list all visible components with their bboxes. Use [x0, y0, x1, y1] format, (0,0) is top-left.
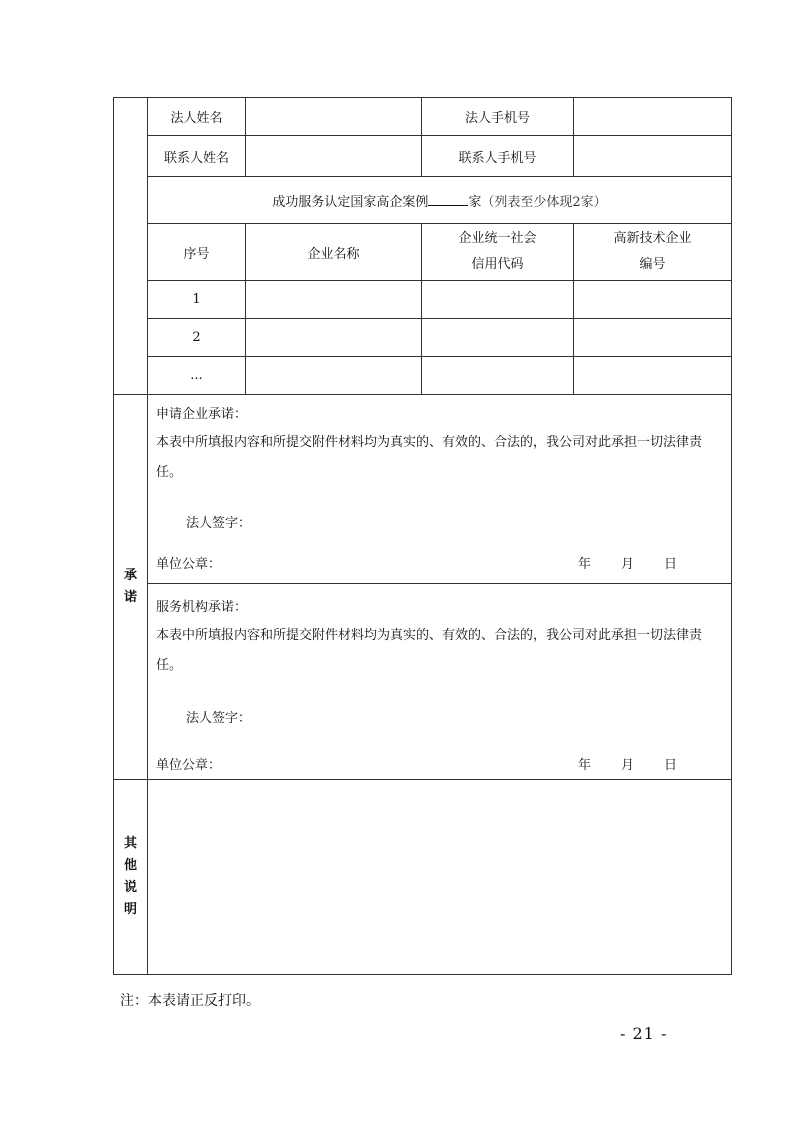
credit-code-cell[interactable] [422, 281, 574, 319]
header-credit-code-line1: 企业统一社会 [458, 231, 537, 246]
enterprise-legal-signature[interactable]: 法人签字： [186, 516, 252, 531]
enterprise-promise-text: 本表中所填报内容和所提交附件材料均为真实的、有效的、合法的，我公司对此承担一切法律责任。 [156, 435, 703, 480]
agency-legal-signature[interactable]: 法人签字： [186, 711, 252, 726]
cases-title-cell [148, 177, 732, 224]
other-label-char: 其 [123, 836, 137, 851]
contact-name-label: 联系人姓名 [148, 136, 246, 177]
agency-promise-title: 服务机构承诺： [156, 600, 248, 615]
application-form-table [113, 97, 732, 975]
other-label-char: 明 [123, 902, 137, 917]
page-number: - 21 - [620, 1024, 668, 1043]
cert-number-cell[interactable] [574, 281, 732, 319]
company-name-cell[interactable] [246, 357, 422, 395]
header-credit-code [422, 224, 574, 281]
other-label-char: 说 [123, 880, 137, 895]
legal-name-label: 法人姓名 [148, 98, 246, 136]
promise-label-char: 承 [123, 568, 137, 583]
agency-promise-cell [148, 584, 732, 780]
row-number: ... [148, 357, 246, 395]
row-number: 1 [148, 281, 246, 319]
legal-phone-label: 法人手机号 [422, 98, 574, 136]
enterprise-date-year[interactable]: 年 [578, 557, 592, 572]
enterprise-company-seal[interactable]: 单位公章： [156, 557, 222, 572]
header-cert-number-line2: 编号 [639, 257, 666, 272]
other-notes-label-cell [114, 780, 148, 975]
agency-promise-text: 本表中所填报内容和所提交附件材料均为真实的、有效的、合法的，我公司对此承担一切法律责任。 [156, 628, 703, 673]
company-name-cell[interactable] [246, 319, 422, 357]
other-notes-field[interactable] [148, 780, 732, 975]
promise-label-char: 诺 [123, 590, 137, 605]
credit-code-cell[interactable] [422, 357, 574, 395]
header-no: 序号 [148, 224, 246, 281]
agency-date-month[interactable]: 月 [621, 758, 635, 773]
print-note: 注：本表请正反打印。 [120, 993, 260, 1009]
agency-date-year[interactable]: 年 [578, 758, 592, 773]
header-credit-code-line2: 信用代码 [471, 257, 524, 272]
other-label-char: 他 [123, 858, 137, 873]
enterprise-promise-cell [148, 395, 732, 584]
company-name-cell[interactable] [246, 281, 422, 319]
header-cert-number [574, 224, 732, 281]
cert-number-cell[interactable] [574, 319, 732, 357]
cases-title-note: （列表至少体现2家） [481, 194, 607, 210]
agency-company-seal[interactable]: 单位公章： [156, 758, 222, 773]
top-section-label-cell [114, 98, 148, 395]
contact-phone-label: 联系人手机号 [422, 136, 574, 177]
enterprise-date-day[interactable]: 日 [664, 557, 678, 572]
cases-title-suffix: 家 [468, 194, 482, 210]
agency-date-day[interactable]: 日 [664, 758, 678, 773]
credit-code-cell[interactable] [422, 319, 574, 357]
legal-phone-field[interactable] [574, 98, 732, 136]
enterprise-promise-title: 申请企业承诺： [156, 407, 248, 422]
legal-name-field[interactable] [246, 98, 422, 136]
cert-number-cell[interactable] [574, 357, 732, 395]
header-cert-number-line1: 高新技术企业 [613, 231, 692, 246]
cases-count-blank[interactable] [428, 193, 468, 206]
header-company-name: 企业名称 [246, 224, 422, 281]
contact-name-field[interactable] [246, 136, 422, 177]
enterprise-date-month[interactable]: 月 [621, 557, 635, 572]
promise-label-cell [114, 395, 148, 780]
row-number: 2 [148, 319, 246, 357]
contact-phone-field[interactable] [574, 136, 732, 177]
cases-title-prefix: 成功服务认定国家高企案例 [272, 194, 429, 210]
